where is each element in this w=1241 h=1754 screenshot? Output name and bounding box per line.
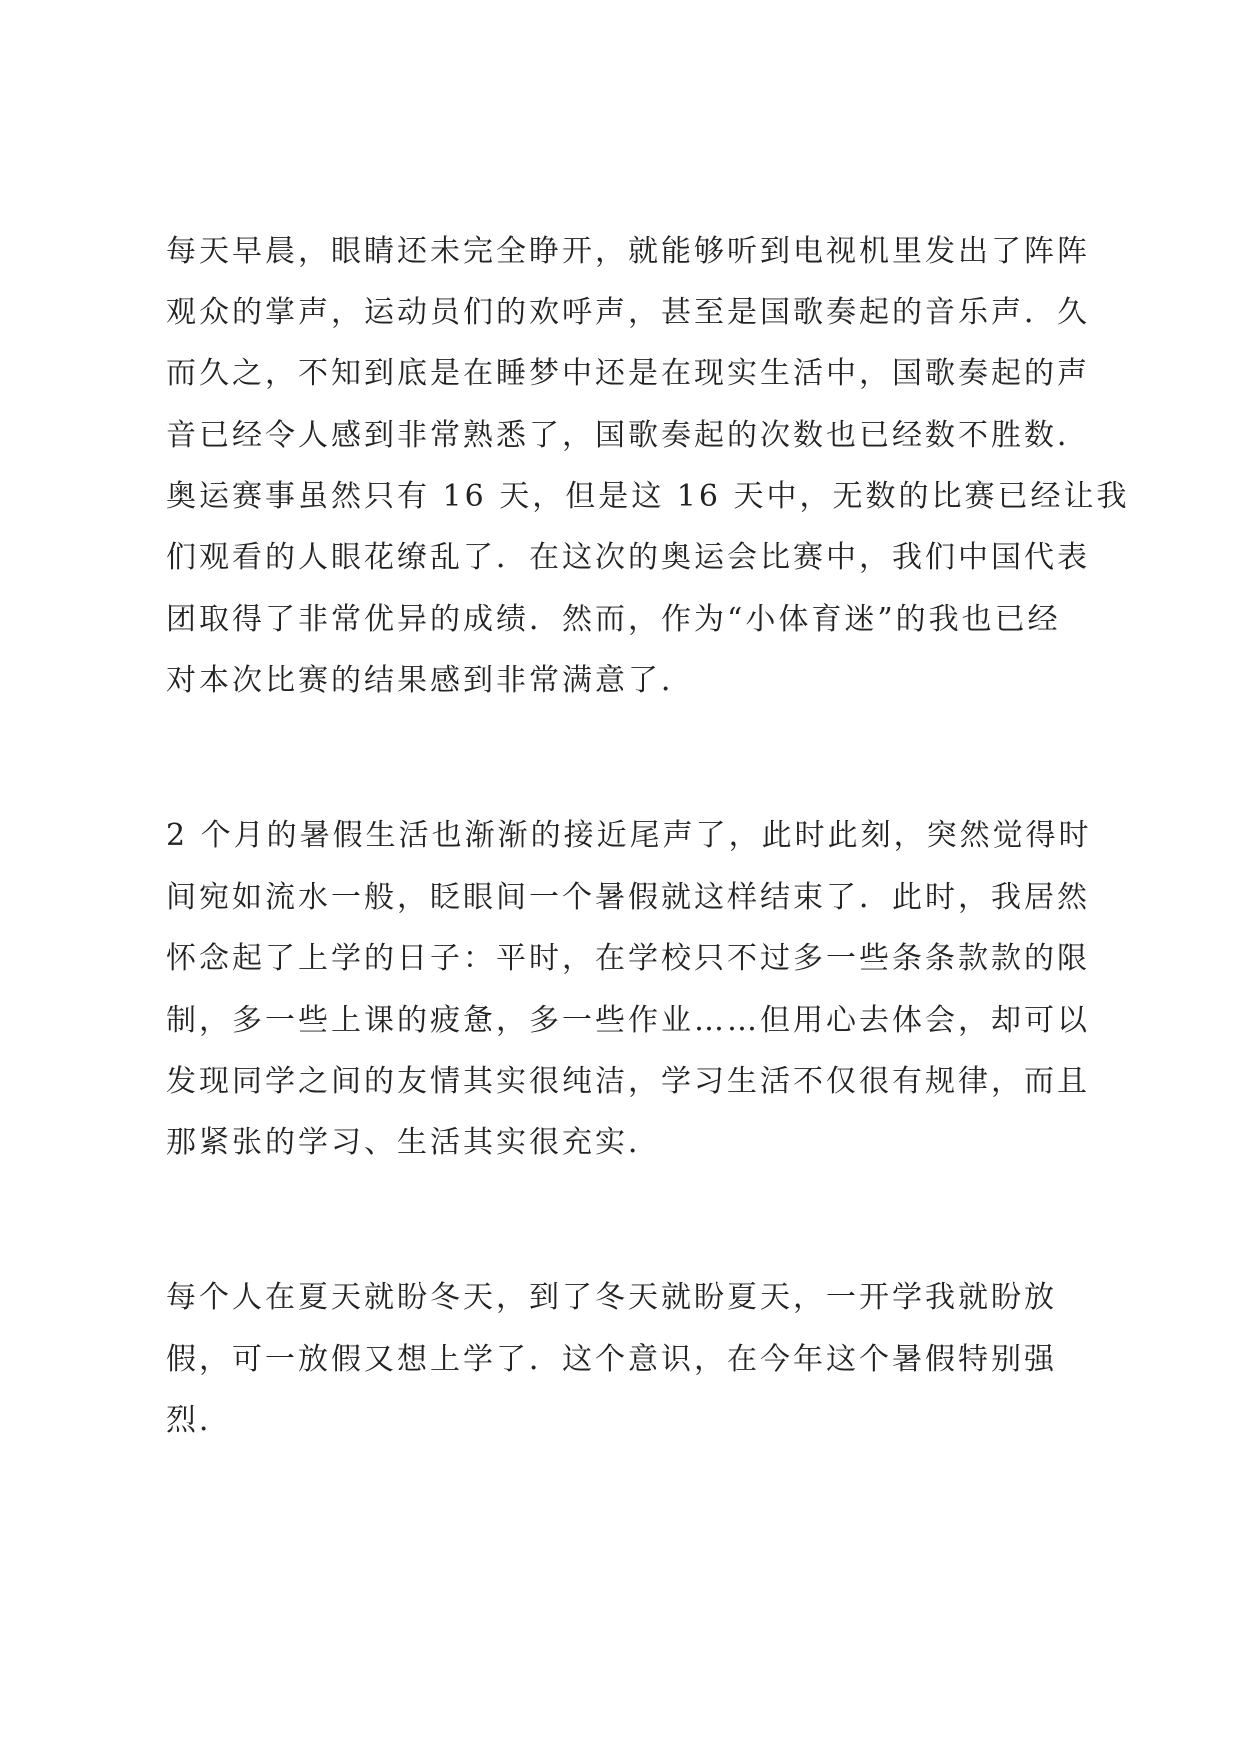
text-line: 奥运赛事虽然只有 16 天，但是这 16 天中，无数的比赛已经让我 — [166, 479, 1130, 514]
text-line: 音已经令人感到非常熟悉了，国歌奏起的次数也已经数不胜数． — [166, 418, 1090, 453]
text-line: 2 个月的暑假生活也渐渐的接近尾声了，此时此刻，突然觉得时 — [166, 818, 1092, 853]
text-line: 每个人在夏天就盼冬天，到了冬天就盼夏天，一开学我就盼放 — [166, 1280, 1057, 1315]
text-line: 而久之，不知到底是在睡梦中还是在现实生活中，国歌奏起的声 — [166, 356, 1090, 391]
text-line: 假，可一放假又想上学了．这个意识，在今年这个暑假特别强 — [166, 1342, 1057, 1377]
text-line: 间宛如流水一般，眨眼间一个暑假就这样结束了．此时，我居然 — [166, 880, 1090, 915]
text-line: 那紧张的学习、生活其实很充实． — [166, 1125, 661, 1160]
text-line: 制，多一些上课的疲惫，多一些作业……但用心去体会，却可以 — [166, 1003, 1090, 1038]
text-line: 们观看的人眼花缭乱了．在这次的奥运会比赛中，我们中国代表 — [166, 540, 1090, 575]
text-line: 对本次比赛的结果感到非常满意了． — [166, 663, 694, 698]
text-line: 团取得了非常优异的成绩．然而，作为“小体育迷”的我也已经 — [166, 602, 1061, 637]
text-line: 怀念起了上学的日子：平时，在学校只不过多一些条条款款的限 — [166, 941, 1090, 976]
text-line: 烈． — [166, 1403, 232, 1438]
text-line: 每天早晨，眼睛还未完全睁开，就能够听到电视机里发出了阵阵 — [166, 234, 1090, 269]
text-line: 发现同学之间的友情其实很纯洁，学习生活不仅很有规律，而且 — [166, 1064, 1090, 1099]
text-line: 观众的掌声，运动员们的欢呼声，甚至是国歌奏起的音乐声．久 — [166, 295, 1090, 330]
